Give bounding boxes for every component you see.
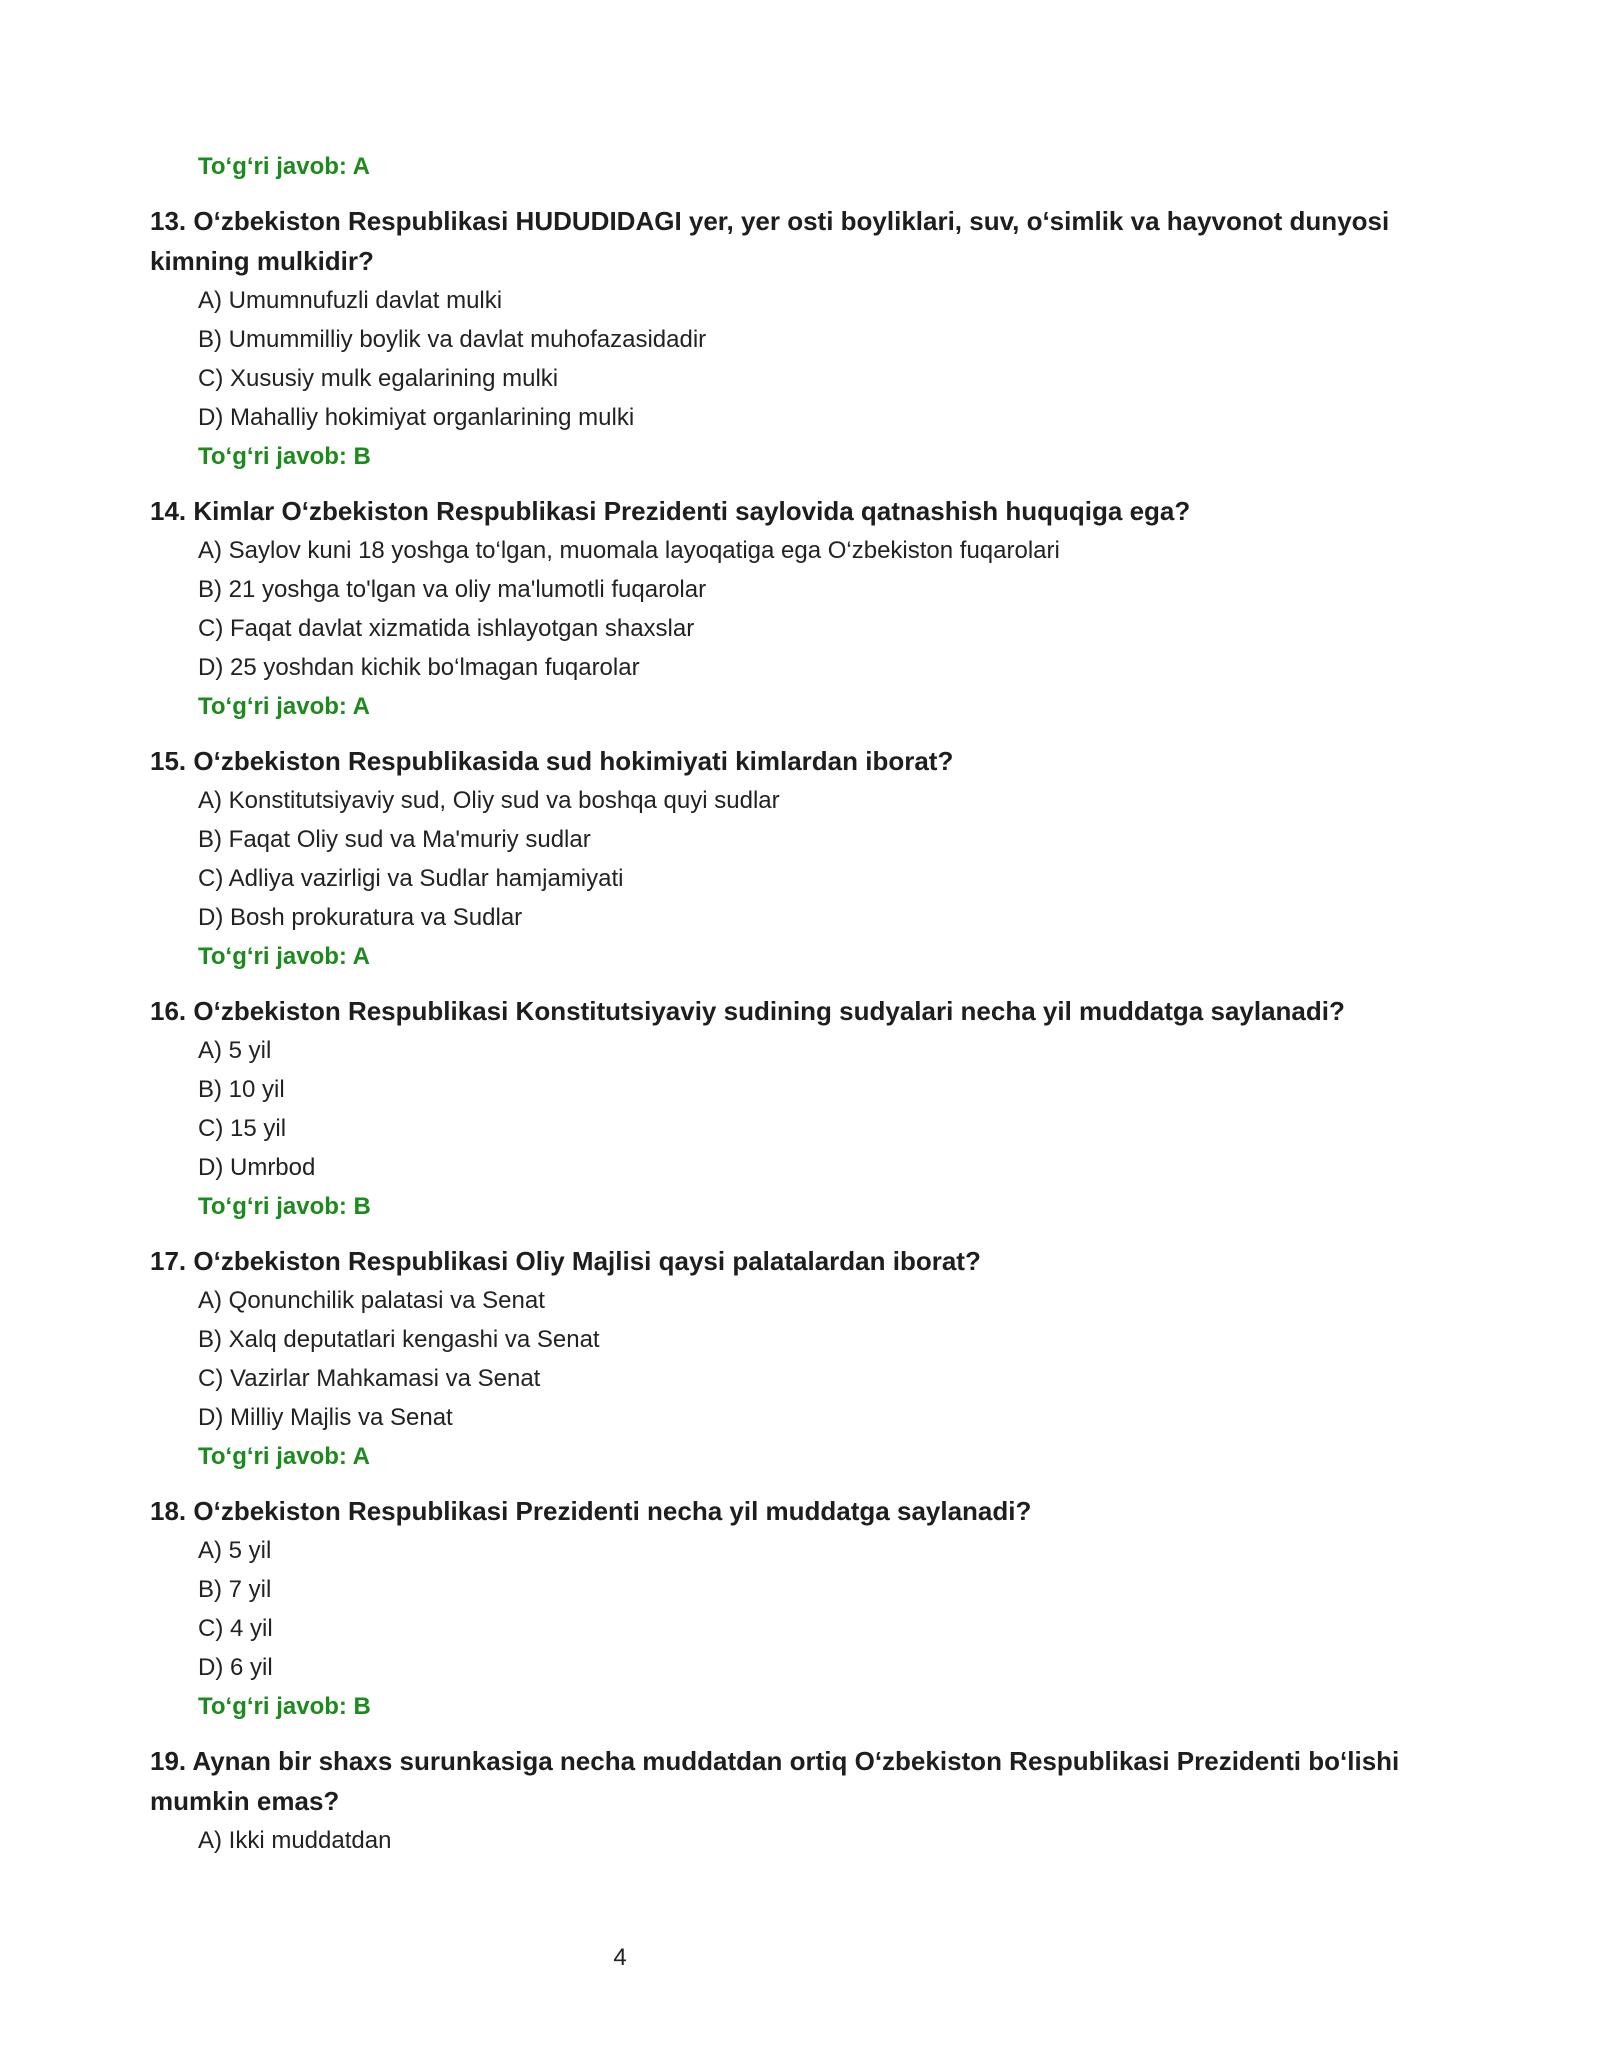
correct-answer-18: To‘g‘ri javob: B bbox=[198, 1693, 371, 1720]
option-b: B) 10 yil bbox=[198, 1076, 285, 1103]
option-d: D) Mahalliy hokimiyat organlarining mulki bbox=[198, 404, 635, 431]
option-a: A) Qonunchilik palatasi va Senat bbox=[198, 1287, 545, 1314]
question-16: 16. O‘zbekiston Respublikasi Konstitutsiyaviy sudining sudyalari necha yil muddatga saylanadi? bbox=[150, 996, 1345, 1026]
option-b: B) 21 yoshga to'lgan va oliy ma'lumotli fuqarolar bbox=[198, 576, 707, 603]
option-d: D) Bosh prokuratura va Sudlar bbox=[198, 904, 523, 931]
option-c: C) Xususiy mulk egalarining mulki bbox=[198, 365, 559, 392]
question-block-14 bbox=[150, 491, 1455, 726]
option-a: A) Umumnufuzli davlat mulki bbox=[198, 287, 503, 314]
option-c: C) 15 yil bbox=[198, 1115, 287, 1142]
option-b: B) Umummilliy boylik va davlat muhofazasidadir bbox=[198, 326, 707, 353]
options-list-19 bbox=[198, 1821, 1455, 1860]
option-d: D) 6 yil bbox=[198, 1654, 273, 1681]
correct-answer-12: To‘g‘ri javob: A bbox=[198, 153, 370, 180]
options-list-15 bbox=[198, 781, 1455, 937]
question-18: 18. O‘zbekiston Respublikasi Prezidenti necha yil muddatga saylanadi? bbox=[150, 1496, 1032, 1526]
option-c: C) Faqat davlat xizmatida ishlayotgan shaxslar bbox=[198, 615, 695, 642]
option-c: C) Vazirlar Mahkamasi va Senat bbox=[198, 1365, 541, 1392]
question-block-13 bbox=[150, 201, 1455, 476]
correct-answer-15: To‘g‘ri javob: A bbox=[198, 943, 370, 970]
option-b: B) Xalq deputatlari kengashi va Senat bbox=[198, 1326, 600, 1353]
option-d: D) Umrbod bbox=[198, 1154, 316, 1181]
options-list-13 bbox=[198, 281, 1455, 437]
page-content bbox=[150, 147, 1455, 1860]
question-block-16 bbox=[150, 991, 1455, 1226]
option-c: C) Adliya vazirligi va Sudlar hamjamiyati bbox=[198, 865, 624, 892]
correct-answer-17: To‘g‘ri javob: A bbox=[198, 1443, 370, 1470]
options-list-18 bbox=[198, 1531, 1455, 1687]
option-a: A) 5 yil bbox=[198, 1537, 272, 1564]
question-17: 17. O‘zbekiston Respublikasi Oliy Majlisi qaysi palatalardan iborat? bbox=[150, 1246, 981, 1276]
option-d: D) 25 yoshdan kichik bo‘lmagan fuqarolar bbox=[198, 654, 640, 681]
question-block-18 bbox=[150, 1491, 1455, 1726]
option-a: A) 5 yil bbox=[198, 1037, 272, 1064]
question-block-17 bbox=[150, 1241, 1455, 1476]
question-19: 19. Aynan bir shaxs surunkasiga necha muddatdan ortiq O‘zbekiston Respublikasi Prezidenti bo‘lishi mumkin emas? bbox=[150, 1746, 1400, 1816]
option-b: B) Faqat Oliy sud va Ma'muriy sudlar bbox=[198, 826, 591, 853]
option-a: A) Ikki muddatdan bbox=[198, 1827, 392, 1854]
question-14: 14. Kimlar O‘zbekiston Respublikasi Prezidenti saylovida qatnashish huquqiga ega? bbox=[150, 496, 1191, 526]
question-15: 15. O‘zbekiston Respublikasida sud hokimiyati kimlardan iborat? bbox=[150, 746, 954, 776]
page-number: 4 bbox=[613, 1944, 627, 1971]
question-block-15 bbox=[150, 741, 1455, 976]
correct-answer-14: To‘g‘ri javob: A bbox=[198, 693, 370, 720]
option-b: B) 7 yil bbox=[198, 1576, 272, 1603]
options-list-14 bbox=[198, 531, 1455, 687]
correct-answer-16: To‘g‘ri javob: B bbox=[198, 1193, 371, 1220]
options-list-17 bbox=[198, 1281, 1455, 1437]
options-list-16 bbox=[198, 1031, 1455, 1187]
question-13: 13. O‘zbekiston Respublikasi HUDUDIDAGI yer, yer osti boyliklari, suv, o‘simlik va hayvonot dunyosi kimning mulkidir? bbox=[150, 206, 1390, 276]
option-c: C) 4 yil bbox=[198, 1615, 273, 1642]
option-a: A) Konstitutsiyaviy sud, Oliy sud va boshqa quyi sudlar bbox=[198, 787, 780, 814]
question-block-19 bbox=[150, 1741, 1455, 1860]
option-d: D) Milliy Majlis va Senat bbox=[198, 1404, 453, 1431]
correct-answer-13: To‘g‘ri javob: B bbox=[198, 443, 371, 470]
option-a: A) Saylov kuni 18 yoshga to‘lgan, muomala layoqatiga ega O‘zbekiston fuqarolari bbox=[198, 537, 1060, 564]
